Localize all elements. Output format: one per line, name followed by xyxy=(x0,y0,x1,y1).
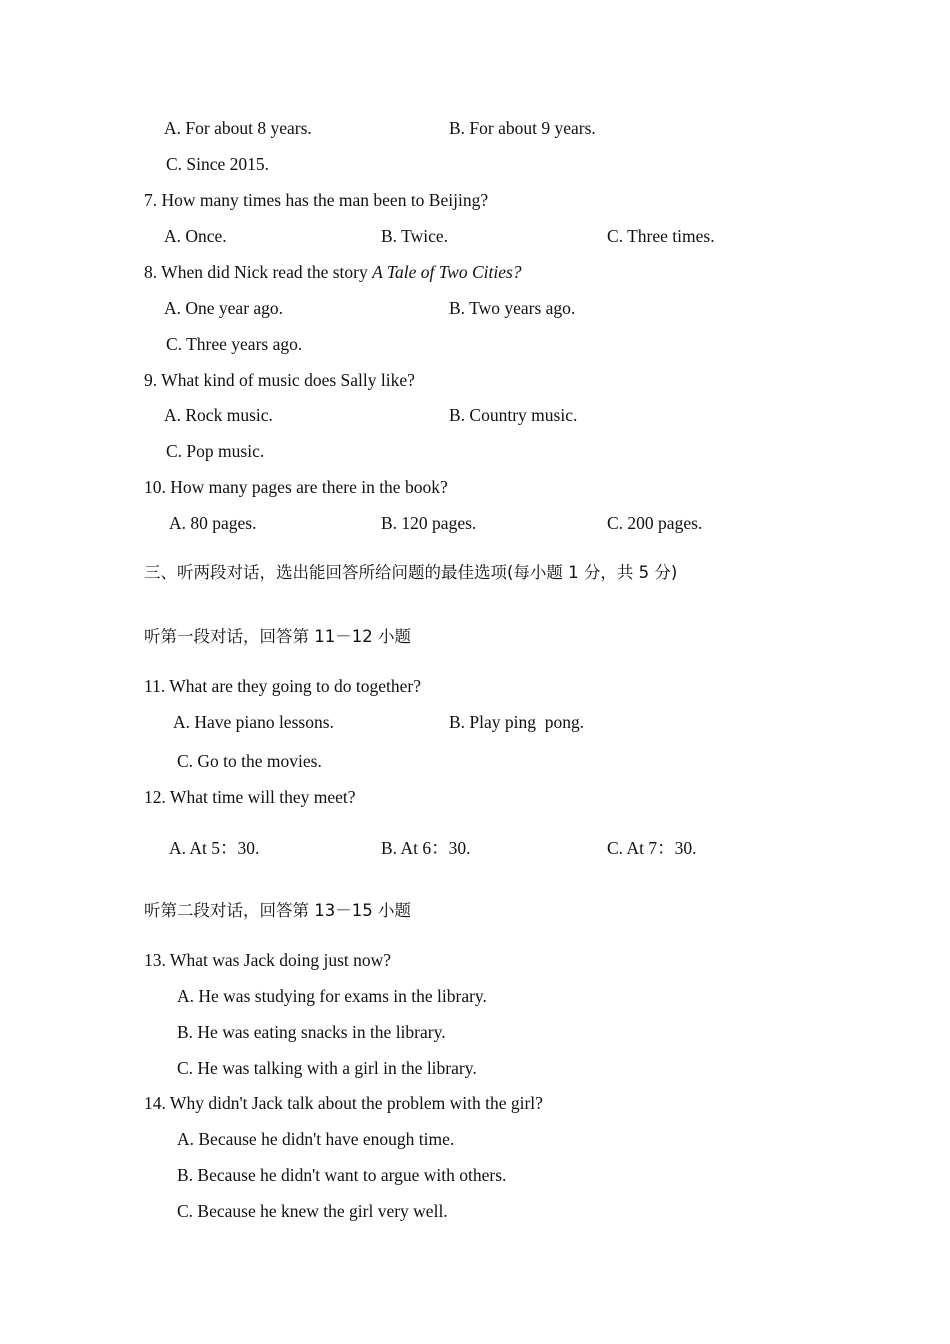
q10-option-c: C. 200 pages. xyxy=(607,513,703,533)
q10-option-b: B. 120 pages. xyxy=(381,513,477,533)
q14-option-c: C. Because he knew the girl very well. xyxy=(177,1201,448,1221)
dialog-1-instruction: 听第一段对话，回答第 11－12 小题 xyxy=(144,627,411,646)
dialog-2-instruction: 听第二段对话，回答第 13－15 小题 xyxy=(144,901,411,920)
q13-option-b: B. He was eating snacks in the library. xyxy=(177,1022,446,1042)
q11-option-b: B. Play ping pong. xyxy=(449,712,585,732)
q9-option-a: A. Rock music. xyxy=(164,405,273,425)
q7-question: 7. How many times has the man been to Beijing? xyxy=(144,190,489,210)
q12-option-c: C. At 7：30. xyxy=(607,838,697,858)
q8-option-a: A. One year ago. xyxy=(164,298,284,318)
q6-option-c: C. Since 2015. xyxy=(166,154,270,174)
q8-book-title: A Tale of Two Cities? xyxy=(372,262,522,282)
q9-question: 9. What kind of music does Sally like? xyxy=(144,370,415,390)
q12-option-a: A. At 5：30. xyxy=(169,838,260,858)
q6-option-b: B. For about 9 years. xyxy=(449,118,596,138)
q13-option-a: A. He was studying for exams in the library. xyxy=(177,986,487,1006)
q13-option-c: C. He was talking with a girl in the library. xyxy=(177,1058,477,1078)
q11-question: 11. What are they going to do together? xyxy=(144,676,422,696)
q12-question: 12. What time will they meet? xyxy=(144,787,356,807)
q7-option-b: B. Twice. xyxy=(381,226,448,246)
q8-question-text: 8. When did Nick read the story xyxy=(144,262,373,282)
q7-option-a: A. Once. xyxy=(164,226,227,246)
q8-option-b: B. Two years ago. xyxy=(449,298,576,318)
q14-question: 14. Why didn't Jack talk about the problem with the girl? xyxy=(144,1093,543,1113)
q10-question: 10. How many pages are there in the book? xyxy=(144,477,448,497)
q6-option-a: A. For about 8 years. xyxy=(164,118,312,138)
q9-option-c: C. Pop music. xyxy=(166,441,265,461)
q13-question: 13. What was Jack doing just now? xyxy=(144,950,392,970)
q14-option-a: A. Because he didn't have enough time. xyxy=(177,1129,455,1149)
q9-option-b: B. Country music. xyxy=(449,405,578,425)
q8-question xyxy=(144,261,522,283)
q11-option-c: C. Go to the movies. xyxy=(177,751,322,771)
q10-option-a: A. 80 pages. xyxy=(169,513,257,533)
q8-option-c: C. Three years ago. xyxy=(166,334,303,354)
q12-option-b: B. At 6：30. xyxy=(381,838,471,858)
q11-option-a: A. Have piano lessons. xyxy=(173,712,334,732)
q14-option-b: B. Because he didn't want to argue with others. xyxy=(177,1165,507,1185)
section-3-heading: 三、听两段对话，选出能回答所给问题的最佳选项(每小题 1 分，共 5 分) xyxy=(144,563,678,582)
q7-option-c: C. Three times. xyxy=(607,226,715,246)
